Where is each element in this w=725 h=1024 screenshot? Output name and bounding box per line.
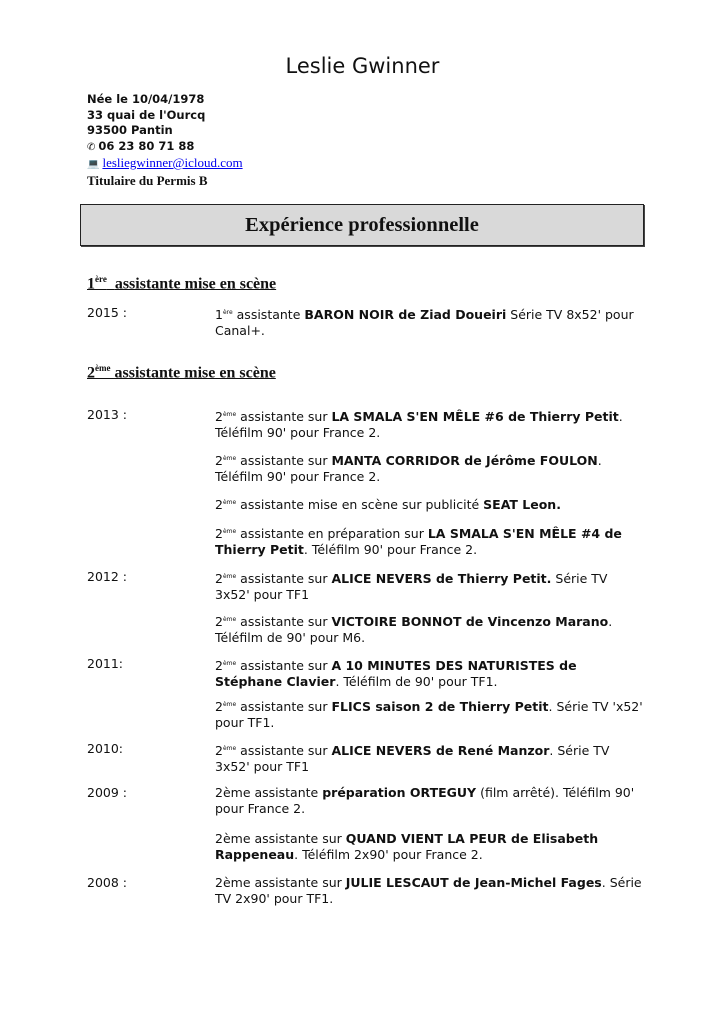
email-link[interactable]: lesliegwinner@icloud.com [102, 155, 243, 170]
entry: 2ème assistante sur LA SMALA S'EN MÊLE #6 de Thierry Petit. Téléfilm 90' pour France 2. [215, 409, 623, 440]
entry: 2ème assistante sur ALICE NEVERS de Thierry Petit. Série TV 3x52' pour TF1 [215, 571, 608, 602]
entry: 2ème assistante sur QUAND VIENT LA PEUR de Elisabeth Rappeneau. Téléfilm 2x90' pour France 2. [215, 831, 599, 862]
contact-block [87, 92, 243, 188]
entry: 2ème assistante sur FLICS saison 2 de Thierry Petit. Série TV 'x52' pour TF1. [215, 699, 643, 730]
computer-icon: 💻 [87, 159, 100, 170]
entry: 2ème assistante en préparation sur LA SMALA S'EN MÊLE #4 de Thierry Petit. Téléfilm 90' pour France 2. [215, 526, 622, 557]
entry: 2ème assistante sur VICTOIRE BONNOT de Vincenzo Marano. Téléfilm de 90' pour M6. [215, 614, 613, 645]
phone-icon: ✆ [87, 141, 96, 153]
person-name: Leslie Gwinner [285, 54, 440, 78]
entry: 2ème assistante sur A 10 MINUTES DES NATURISTES de Stéphane Clavier. Téléfilm de 90' pour TF1. [215, 658, 577, 689]
entry: 2ème assistante sur MANTA CORRIDOR de Jérôme FOULON. Téléfilm 90' pour France 2. [215, 453, 602, 484]
year-2009: 2009 : [87, 785, 127, 800]
section-number: 2 [87, 364, 95, 382]
entry: 1ère assistante BARON NOIR de Ziad Doueiri Série TV 8x52' pour Canal+. [215, 307, 634, 338]
phone-line [87, 139, 243, 156]
entry: 2ème assistante sur JULIE LESCAUT de Jean-Michel Fages. Série TV 2x90' pour TF1. [215, 875, 642, 906]
section-label: assistante mise en scène [114, 364, 276, 382]
year-2015: 2015 : [87, 305, 127, 320]
section-sup: ère [95, 274, 107, 284]
entry: 2ème assistante sur ALICE NEVERS de René Manzor. Série TV 3x52' pour TF1 [215, 743, 610, 774]
entry: 2ème assistante préparation ORTEGUY (film arrêté). Téléfilm 90' pour France 2. [215, 785, 635, 816]
year-2008: 2008 : [87, 875, 127, 890]
section-banner [80, 204, 644, 246]
section-heading-first [87, 274, 276, 293]
license: Titulaire du Permis B [87, 172, 208, 188]
entry: 2ème assistante mise en scène sur publicité SEAT Leon. [215, 497, 561, 513]
year-2011: 2011: [87, 656, 124, 671]
section-number: 1 [87, 275, 95, 293]
banner-title: Expérience professionnelle [245, 214, 479, 236]
year-2012: 2012 : [87, 569, 127, 584]
year-2013: 2013 : [87, 407, 127, 422]
email-line [87, 155, 243, 173]
year-2010: 2010: [87, 741, 124, 756]
address-line-1: 33 quai de l'Ourcq [87, 107, 206, 122]
section-sup: ème [95, 363, 111, 373]
section-label: assistante mise en scène [114, 275, 277, 293]
section-heading-second [87, 363, 276, 382]
phone-number: 06 23 80 71 88 [98, 138, 195, 153]
birth-date: Née le 10/04/1978 [87, 92, 205, 106]
address-line-2: 93500 Pantin [87, 123, 173, 137]
